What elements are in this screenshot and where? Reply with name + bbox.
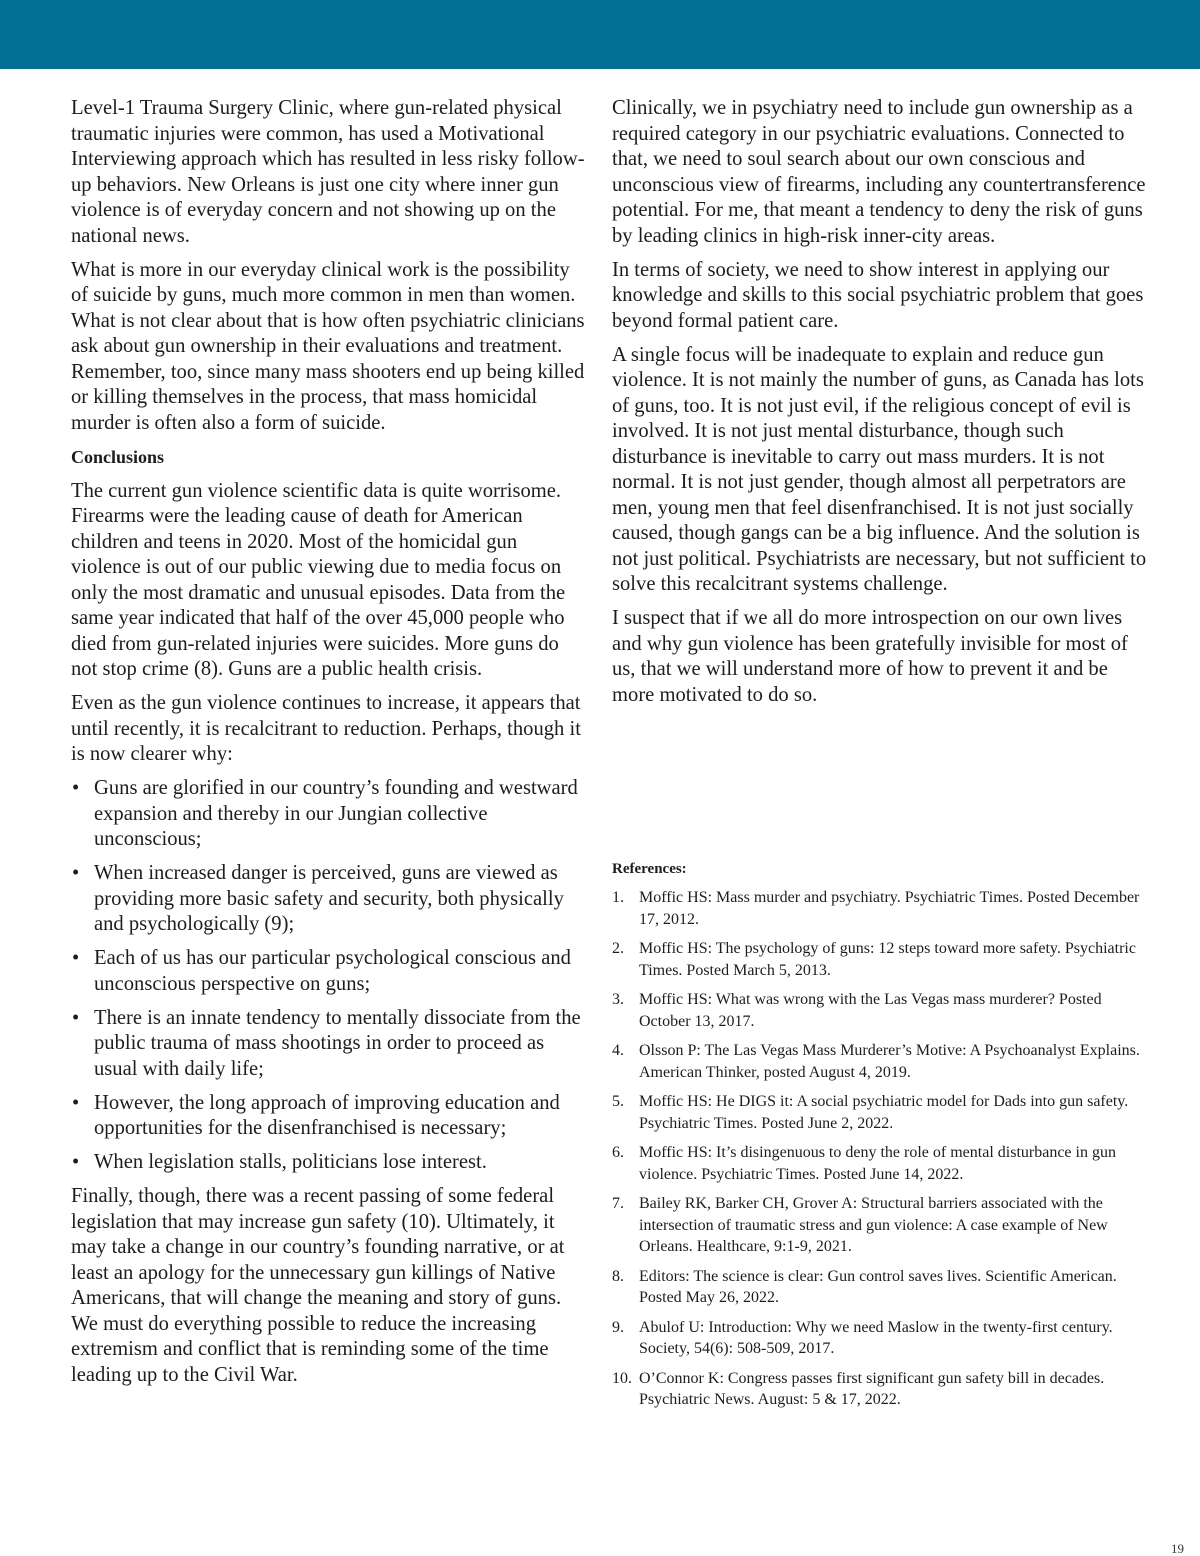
paragraph: Clinically, we in psychiatry need to include gun ownership as a required category in our psychiatric evaluations. Connected to that, we need to soul search about our own conscious and unconscious view of firearms, including any countertransference potential. For me, that meant a tendency to deny the risk of guns by leading clinics in high-risk inner-city areas. xyxy=(612,97,1146,247)
paragraph: Finally, though, there was a recent passing of some federal legislation that may increase gun safety (10). Ultimately, it may take a change in our country’s founding narrative, or at least an apology for the unnecessary gun killings of Native Americans, that will change the meaning and story of guns. We must do everything possible to reduce the increasing extremism and conflict that is reminding some of the time leading up to the Civil War. xyxy=(71,1185,565,1386)
list-item-text: Each of us has our particular psychological conscious and unconscious perspective on guns; xyxy=(94,947,571,995)
list-item xyxy=(71,1150,589,1176)
reference-item xyxy=(612,887,1152,930)
reference-text: Moffic HS: The psychology of guns: 12 steps toward more safety. Psychiatric Times. Posted March 5, 2013. xyxy=(639,940,1136,979)
bullet-icon: • xyxy=(72,862,80,884)
reference-text: O’Connor K: Congress passes first significant gun safety bill in decades. Psychiatric News. August: 5 & 17, 2022. xyxy=(639,1369,1105,1408)
paragraph: A single focus will be inadequate to explain and reduce gun violence. It is not mainly the number of guns, as Canada has lots of guns, too. It is not just evil, if the religious concept of evil is involved. It is not just mental disturbance, though such disturbance is inevitable to carry out mass murders. It is not normal. It is not just gender, though almost all perpetrators are men, young men that feel disenfranchised. It is not just socially caused, though gangs can be a big influence. And the solution is not just political. Psychiatrists are necessary, but not sufficient to solve this recalcitrant systems challenge. xyxy=(612,343,1147,595)
list-item-text: There is an innate tendency to mentally dissociate from the public trauma of mass shootings in order to proceed as usual with daily life; xyxy=(94,1006,581,1080)
reference-text: Editors: The science is clear: Gun control saves lives. Scientific American. Posted May 26, 2022. xyxy=(639,1267,1117,1306)
list-item xyxy=(71,861,589,938)
bullet-icon: • xyxy=(72,1006,80,1029)
list-item xyxy=(71,1091,589,1142)
reference-number: 5. xyxy=(612,1093,624,1110)
reference-item xyxy=(612,989,1152,1032)
reference-number: 1. xyxy=(612,889,624,906)
paragraph: What is more in our everyday clinical work is the possibility of suicide by guns, much more common in men than women. What is not clear about that is how often psychiatric clinicians ask about gun ownership in their evaluations and treatment. Remember, too, since many mass shooters end up being killed or killing themselves in the process, that mass homicidal murder is often also a form of suicide. xyxy=(71,258,585,434)
reference-item xyxy=(612,1266,1152,1309)
reference-number: 9. xyxy=(612,1318,624,1336)
reference-text: Moffic HS: He DIGS it: A social psychiatric model for Dads into gun safety. Psychiatric Times. Posted June 2, 2022. xyxy=(639,1093,1129,1132)
reference-item xyxy=(612,1091,1152,1134)
reference-text: Olsson P: The Las Vegas Mass Murderer’s Motive: A Psychoanalyst Explains. American Thinker, posted August 4, 2019. xyxy=(639,1042,1140,1081)
left-column xyxy=(71,96,589,1397)
reference-text: Moffic HS: It’s disingenuous to deny the role of mental disturbance in gun violence. Psychiatric Times. Posted June 14, 2022. xyxy=(639,1144,1116,1183)
reference-item xyxy=(612,1317,1152,1360)
list-item xyxy=(71,1006,589,1083)
reference-item xyxy=(612,1193,1152,1258)
page-number: 19 xyxy=(1171,1541,1184,1556)
bullet-list xyxy=(71,776,589,1176)
reference-number: 7. xyxy=(612,1195,624,1212)
bullet-icon: • xyxy=(72,1091,80,1114)
paragraph: Level-1 Trauma Surgery Clinic, where gun-related physical traumatic injuries were common, has used a Motivational Interviewing approach which has resulted in less risky follow-up behaviors. New Orleans is just one city where inner gun violence is of everyday concern and not showing up on the national news. xyxy=(71,97,585,247)
reference-number: 8. xyxy=(612,1267,624,1285)
list-item-text: However, the long approach of improving education and opportunities for the disenfranchised is necessary; xyxy=(94,1091,560,1139)
references-heading: References: xyxy=(612,861,687,877)
list-item xyxy=(71,946,589,997)
reference-item xyxy=(612,1368,1152,1411)
header-band xyxy=(0,0,1200,69)
reference-text: Abulof U: Introduction: Why we need Maslow in the twenty-first century. Society, 54(6): 508-509, 2017. xyxy=(639,1318,1113,1357)
reference-item xyxy=(612,938,1152,981)
reference-number: 2. xyxy=(612,940,624,957)
paragraph: In terms of society, we need to show interest in applying our knowledge and skills to this social psychiatric problem that goes beyond formal patient care. xyxy=(612,258,1144,332)
bullet-icon: • xyxy=(72,1151,80,1173)
list-item-text: Guns are glorified in our country’s founding and westward expansion and thereby in our Jungian collective unconscious; xyxy=(94,777,578,850)
reference-item xyxy=(612,1142,1152,1185)
list-item xyxy=(71,776,589,853)
list-item-text: When increased danger is perceived, guns are viewed as providing more basic safety and security, both physically and psychologically (9); xyxy=(94,862,564,935)
reference-item xyxy=(612,1040,1152,1083)
reference-number: 6. xyxy=(612,1144,624,1161)
bullet-icon: • xyxy=(72,777,80,799)
list-item-text: When legislation stalls, politicians lose interest. xyxy=(94,1151,487,1173)
reference-text: Moffic HS: Mass murder and psychiatry. Psychiatric Times. Posted December 17, 2012. xyxy=(639,889,1140,928)
section-heading: Conclusions xyxy=(71,446,165,467)
bullet-icon: • xyxy=(72,947,80,969)
reference-text: Moffic HS: What was wrong with the Las Vegas mass murderer? Posted October 13, 2017. xyxy=(639,991,1102,1030)
references-list xyxy=(612,887,1152,1411)
paragraph: Even as the gun violence continues to increase, it appears that until recently, it is recalcitrant to reduction. Perhaps, though it is now clearer why: xyxy=(71,692,581,765)
right-column xyxy=(612,96,1152,717)
references-section xyxy=(612,858,1152,1419)
reference-number: 10. xyxy=(612,1369,632,1387)
paragraph: I suspect that if we all do more introspection on our own lives and why gun violence has been gratefully invisible for most of us, that we will understand more of how to prevent it and be more motivated to do so. xyxy=(612,607,1128,706)
reference-number: 4. xyxy=(612,1042,624,1059)
reference-number: 3. xyxy=(612,991,624,1008)
paragraph: The current gun violence scientific data is quite worrisome. Firearms were the leading cause of death for American children and teens in 2020. Most of the homicidal gun violence is out of our public viewing due to media focus on only the most dramatic and unusual episodes. Data from the same year indicated that half of the over 45,000 people who died from gun-related injuries were suicides. More guns do not stop crime (8). Guns are a public health crisis. xyxy=(71,479,566,680)
reference-text: Bailey RK, Barker CH, Grover A: Structural barriers associated with the intersection of traumatic stress and gun violence: A case example of New Orleans. Healthcare, 9:1-9, 2021. xyxy=(639,1195,1108,1255)
